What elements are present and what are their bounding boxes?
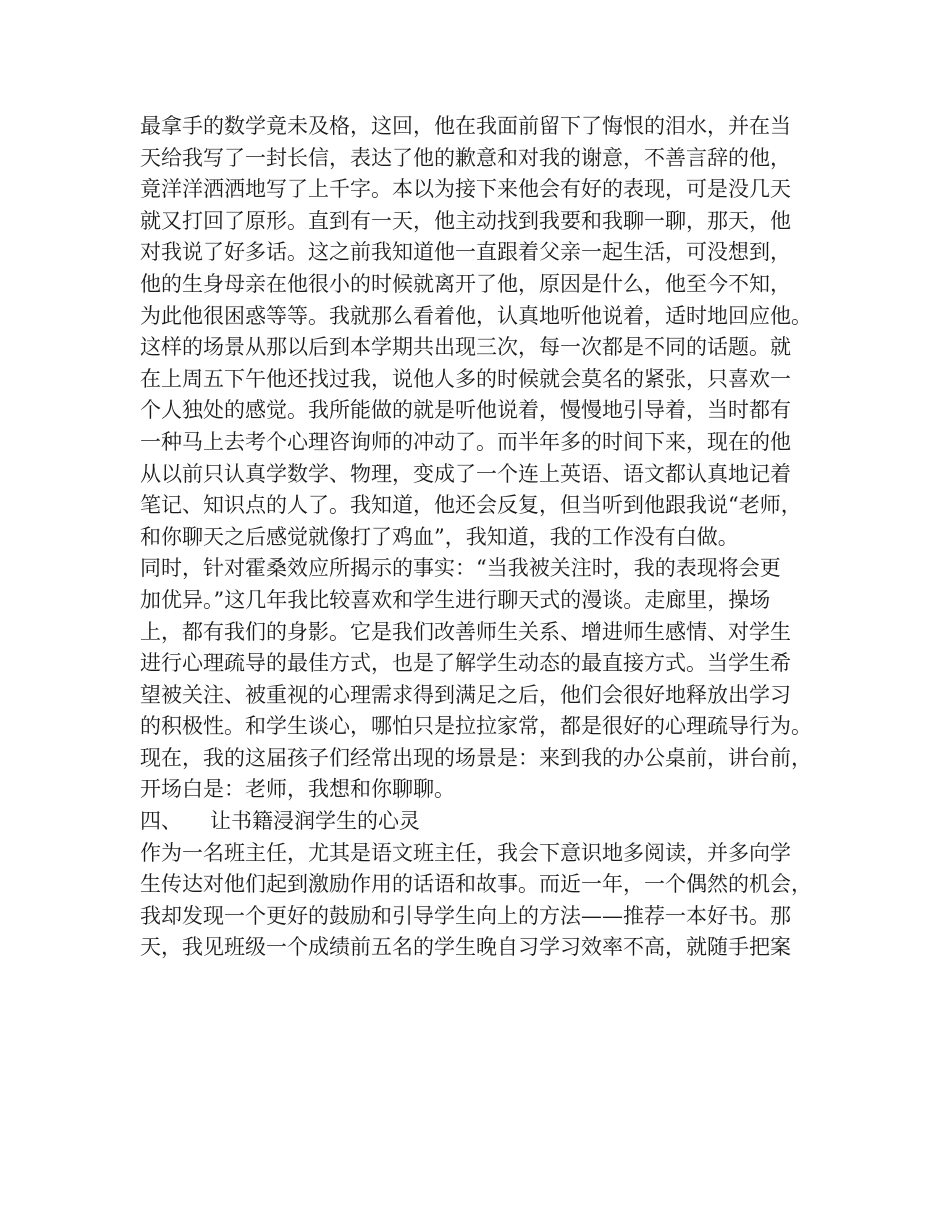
text-line: 天，我见班级一个成绩前五名的学生晚自习学习效率不高，就随手把案 [140,935,791,960]
text-line: 笔记、知识点的人了。我知道，他还会反复，但当听到他跟我说“老师， [140,493,802,518]
text-line: 在上周五下午他还找过我，说他人多的时候就会莫名的紧张，只喜欢一 [140,366,791,391]
paragraph-2 [140,553,830,806]
document-body [140,111,830,964]
paragraph-1 [140,111,830,553]
text-line: 生传达对他们起到激励作用的话语和故事。而近一年，一个偶然的机会， [140,872,812,897]
paragraph-3 [140,838,830,964]
text-line: 进行心理疏导的最佳方式，也是了解学生动态的最直接方式。当学生希 [140,651,791,676]
text-line: 从以前只认真学数学、物理，变成了一个连上英语、语文都认真地记着 [140,461,791,486]
text-line: 就又打回了原形。直到有一天，他主动找到我要和我聊一聊，那天，他 [140,208,791,233]
section-title: 让书籍浸润学生的心灵 [210,809,420,834]
text-line: 对我说了好多话。这之前我知道他一直跟着父亲一起生活，可没想到， [140,240,791,265]
text-line: 作为一名班主任，尤其是语文班主任，我会下意识地多阅读，并多向学 [140,840,791,865]
text-line: 为此他很困惑等等。我就那么看着他，认真地听他说着，适时地回应他。 [140,303,812,328]
text-line: 望被关注、被重视的心理需求得到满足之后，他们会很好地释放出学习 [140,682,791,707]
text-line: 加优异。”这几年我比较喜欢和学生进行聊天式的漫谈。走廊里，操场 [140,587,771,612]
text-line: 同时，针对霍桑效应所揭示的事实：“当我被关注时，我的表现将会更 [140,556,781,581]
text-line: 天给我写了一封长信，表达了他的歉意和对我的谢意，不善言辞的他， [140,145,791,170]
text-line: 最拿手的数学竟未及格，这回，他在我面前留下了悔恨的泪水，并在当 [140,114,791,138]
text-line: 我却发现一个更好的鼓励和引导学生向上的方法——推荐一本好书。那 [140,903,791,928]
text-line: 个人独处的感觉。我所能做的就是听他说着，慢慢地引导着，当时都有 [140,398,791,423]
text-line: 上，都有我们的身影。它是我们改善师生关系、增进师生感情、对学生 [140,619,791,644]
text-line: 的积极性。和学生谈心，哪怕只是拉拉家常，都是很好的心理疏导行为。 [140,714,812,739]
text-line: 他的生身母亲在他很小的时候就离开了他，原因是什么，他至今不知， [140,271,791,296]
text-line: 现在，我的这届孩子们经常出现的场景是：来到我的办公桌前，讲台前， [140,745,812,770]
text-line: 开场白是：老师，我想和你聊聊。 [140,777,455,802]
text-line: 一种马上去考个心理咨询师的冲动了。而半年多的时间下来，现在的他 [140,429,791,454]
text-line: 和你聊天之后感觉就像打了鸡血”，我知道，我的工作没有白做。 [140,524,739,549]
text-line: 竟洋洋洒洒地写了上千字。本以为接下来他会有好的表现，可是没几天 [140,177,791,202]
section-heading [140,806,830,838]
section-number: 四、 [140,809,182,834]
text-line: 这样的场景从那以后到本学期共出现三次，每一次都是不同的话题。就 [140,335,791,360]
